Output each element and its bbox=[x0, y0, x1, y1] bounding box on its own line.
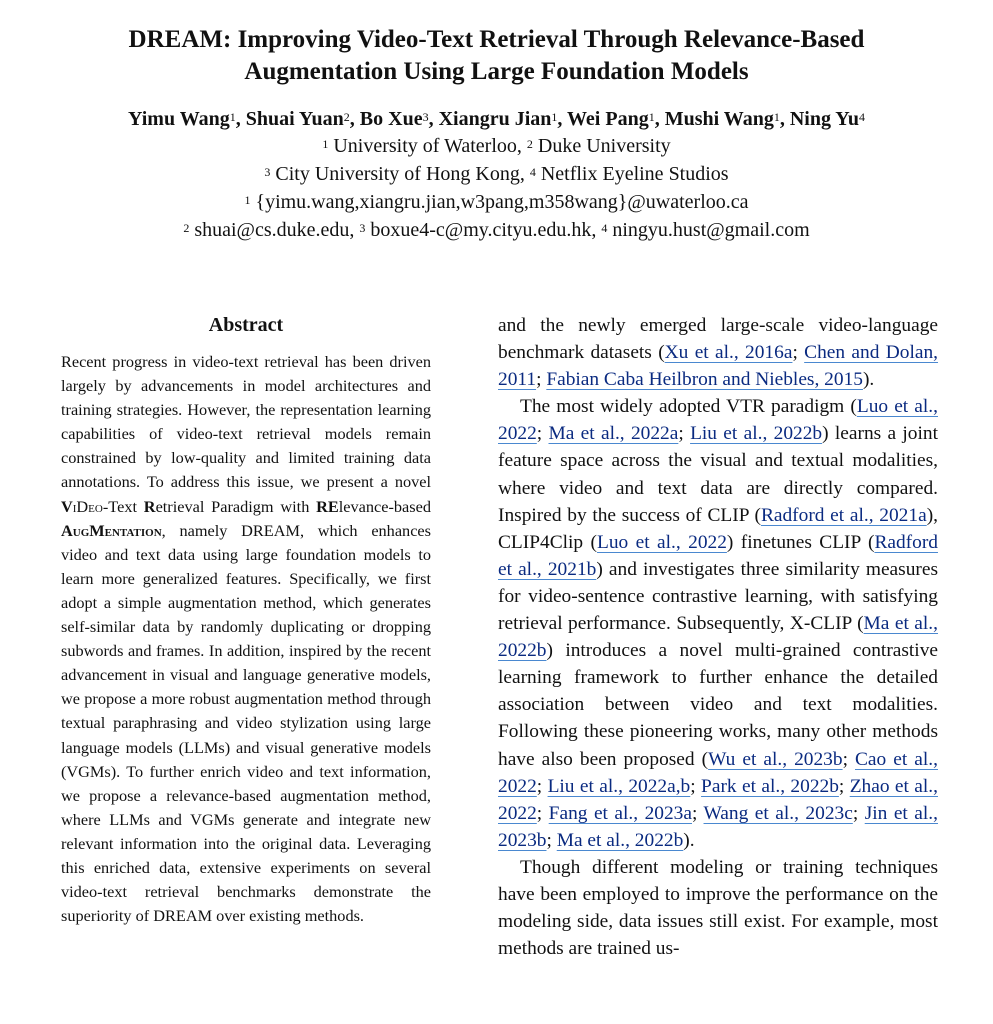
method-name-prefix: D bbox=[128, 26, 147, 53]
affiliation-text: Netflix Eyeline Studios bbox=[535, 163, 729, 185]
body-text: and the newly emerged large-scale video-language benchmark datasets ( bbox=[498, 315, 938, 364]
author-affiliation-mark: 1 bbox=[229, 110, 236, 124]
author-list: Yimu Wang$^1$, Shuai Yuan$^2$, Bo Xue$^3$, Xiangru Jian$^1$, Wei Pang$^1$, Mushi Wang$^1$, Ning Yu$^4$ bbox=[128, 108, 865, 130]
paper-header bbox=[0, 24, 993, 244]
body-text: ; bbox=[536, 423, 549, 445]
body-paragraph bbox=[498, 312, 938, 393]
body-text: ) and investigates three similarity measures for video-sentence contrastive learning, with satisfying retrieval performance. Subsequently, X-CLIP ( bbox=[498, 558, 939, 635]
body-text: ) finetunes CLIP ( bbox=[726, 531, 875, 553]
affiliation-mark: 3 bbox=[359, 221, 366, 235]
abstract-text: over existing methods. bbox=[212, 906, 364, 926]
author bbox=[439, 108, 558, 130]
citation-link[interactable]: Fabian Caba Heilbron and Niebles, 2015 bbox=[546, 369, 863, 391]
affiliation-mark: 2 bbox=[526, 137, 533, 151]
affiliation-text: University of Waterloo, bbox=[328, 135, 527, 157]
author-affiliation-mark: 1 bbox=[773, 110, 780, 124]
body-text: ; bbox=[536, 775, 548, 797]
body-text: ; bbox=[690, 775, 702, 797]
body-text: ; bbox=[842, 748, 855, 770]
paper-title bbox=[0, 24, 993, 88]
title-line-2: Augmentation Using Large Foundation Models bbox=[244, 58, 749, 85]
method-name bbox=[129, 26, 223, 53]
citation-link[interactable]: Radford et al., 2021a bbox=[760, 504, 927, 526]
affiliation-text: City University of Hong Kong, bbox=[270, 163, 530, 185]
author bbox=[128, 108, 236, 130]
acronym-letter: RE bbox=[316, 496, 339, 516]
citation-link[interactable]: Zhao et al., 2022 bbox=[498, 775, 938, 824]
acronym-text: iDeo bbox=[72, 496, 103, 516]
affiliation-line-2 bbox=[0, 160, 993, 188]
email-text: ningyu.hust@gmail.com bbox=[607, 219, 810, 241]
body-text: The most widely adopted VTR paradigm ( bbox=[520, 396, 857, 418]
abstract-text: , which enhances video and text data using large foundation models to learn more generalized features. Specifically, we first adopt a simple augmentation method, which generates self-similar data by randomly duplicating or dropping subwords and frames. In addition, inspired by the recent advancement in visual and language generative models, we propose a more robust augmentation method through textual paraphrasing and video stylization using large language models (LLMs) and visual generative models (VGMs). To further enrich video and text information, we propose a relevance-based augmentation method, where LLMs and VGMs generate and integrate new relevant information into the original data. Leveraging this enriched data, extensive experiments on several video-text retrieval benchmarks demonstrate the superiority of bbox=[61, 520, 431, 926]
body-text: ) introduces a novel multi-grained contrastive learning framework to further enhance the detailed association between video and text modalities. Following these pioneering works, many other methods have also been proposed ( bbox=[498, 640, 938, 770]
author-name: Yimu Wang bbox=[128, 108, 230, 130]
body-text: ; bbox=[546, 829, 557, 851]
body-text: ; bbox=[692, 802, 704, 824]
body-text: ). bbox=[683, 829, 695, 851]
citation-link[interactable]: Park et al., 2022b bbox=[701, 775, 839, 797]
author-name: Shuai Yuan bbox=[245, 108, 344, 130]
body-text: ) learns a joint feature space across the visual and textual modalities, where video and text data are directly compared. Inspired by the success of CLIP ( bbox=[498, 423, 938, 526]
author-name: Ning Yu bbox=[789, 108, 859, 130]
citation-link[interactable]: Wang et al., 2023c bbox=[703, 802, 853, 824]
email-text: shuai@cs.duke.edu, bbox=[189, 219, 360, 241]
abstract-text: -Text bbox=[102, 496, 144, 516]
affiliation-text: Duke University bbox=[532, 135, 671, 157]
author-affiliation-mark: 1 bbox=[551, 110, 558, 124]
citation-link[interactable]: Chen and Dolan, 2011 bbox=[498, 342, 939, 391]
citation-link[interactable]: Liu et al., 2022b bbox=[690, 423, 823, 445]
author-name: Mushi Wang bbox=[664, 108, 774, 130]
email-line-1 bbox=[0, 188, 993, 216]
right-column bbox=[498, 312, 938, 962]
method-name: DREAM bbox=[153, 906, 213, 926]
citation-link[interactable]: Ma et al., 2022b bbox=[498, 613, 938, 662]
email-line-2 bbox=[0, 216, 993, 244]
abstract-text: levance-based bbox=[338, 496, 431, 516]
email-text: {yimu.wang,xiangru.jian,w3pang,m358wang}@uwaterloo.ca bbox=[250, 191, 749, 213]
affiliation-mark: 1 bbox=[244, 193, 251, 207]
body-text: ). bbox=[862, 369, 875, 391]
left-column bbox=[61, 312, 431, 928]
author bbox=[246, 108, 350, 130]
author bbox=[360, 108, 429, 130]
author-name: Xiangru Jian bbox=[438, 108, 552, 130]
affiliation-mark: 4 bbox=[601, 221, 608, 235]
citation-link[interactable]: Liu et al., 2022a,b bbox=[547, 775, 691, 797]
citation-link[interactable]: Luo et al., 2022 bbox=[596, 531, 727, 553]
citation-link[interactable]: Ma et al., 2022a bbox=[548, 423, 679, 445]
author-affiliation-mark: 4 bbox=[858, 110, 865, 124]
body-text: ; bbox=[838, 775, 850, 797]
affiliation-mark: 2 bbox=[183, 221, 190, 235]
citation-link[interactable]: Wu et al., 2023b bbox=[708, 748, 843, 770]
author bbox=[567, 108, 655, 130]
body-paragraph: Though different modeling or training techniques have been employed to improve the performance on the modeling side, data issues still exist. For example, most methods are trained us- bbox=[498, 856, 938, 960]
body-text: ; bbox=[536, 369, 547, 391]
affiliation-mark: 3 bbox=[264, 165, 271, 179]
author bbox=[665, 108, 780, 130]
citation-link[interactable]: Fang et al., 2023a bbox=[548, 802, 692, 824]
body-text: ; bbox=[852, 802, 865, 824]
author-name: Wei Pang bbox=[567, 108, 649, 130]
abstract-text: etrieval Paradigm with bbox=[155, 496, 317, 516]
citation-link[interactable]: Radford et al., 2021b bbox=[498, 531, 938, 580]
citation-link[interactable]: Luo et al., 2022 bbox=[498, 396, 938, 445]
author bbox=[790, 108, 865, 130]
citation-link[interactable]: Jin et al., 2023b bbox=[498, 802, 938, 851]
author-affiliation-mark: 2 bbox=[343, 110, 350, 124]
affiliation-line-1 bbox=[0, 132, 993, 160]
acronym-letter: V bbox=[61, 496, 73, 516]
author-affiliation-mark: 1 bbox=[648, 110, 655, 124]
abstract-body bbox=[61, 350, 431, 928]
acronym-letter: R bbox=[143, 496, 156, 516]
body-text: ; bbox=[536, 802, 549, 824]
author-affiliation-mark: 3 bbox=[422, 110, 429, 124]
citation-link[interactable]: Xu et al., 2016a bbox=[664, 342, 793, 364]
abstract-text: Recent progress in video-text retrieval has been driven largely by advancements in model architectures and training strategies. However, the representation learning capabilities of video-text retrieval models remain constrained by low-quality and limited training data annotations. To address this issue, we present a novel bbox=[61, 352, 431, 492]
affiliation-mark: 4 bbox=[529, 165, 536, 179]
author-name: Bo Xue bbox=[359, 108, 423, 130]
method-name-core: REAM bbox=[146, 26, 223, 53]
title-line-1: : Improving Video-Text Retrieval Through Relevance-Based bbox=[223, 26, 865, 53]
citation-link[interactable]: Ma et al., 2022b bbox=[556, 829, 684, 851]
acronym-text: AugMentation bbox=[61, 520, 162, 540]
abstract-text: , namely bbox=[161, 520, 242, 540]
affiliation-mark: 1 bbox=[322, 137, 329, 151]
body-paragraph bbox=[498, 393, 938, 854]
abstract-heading: Abstract bbox=[208, 314, 284, 336]
citation-link[interactable]: Cao et al., 2022 bbox=[498, 748, 938, 797]
body-text: ; bbox=[678, 423, 691, 445]
body-text: ; bbox=[792, 342, 805, 364]
email-text: boxue4-c@my.cityu.edu.hk, bbox=[365, 219, 602, 241]
method-name: DREAM bbox=[241, 520, 300, 540]
body-text: ), CLIP4Clip ( bbox=[498, 504, 938, 553]
